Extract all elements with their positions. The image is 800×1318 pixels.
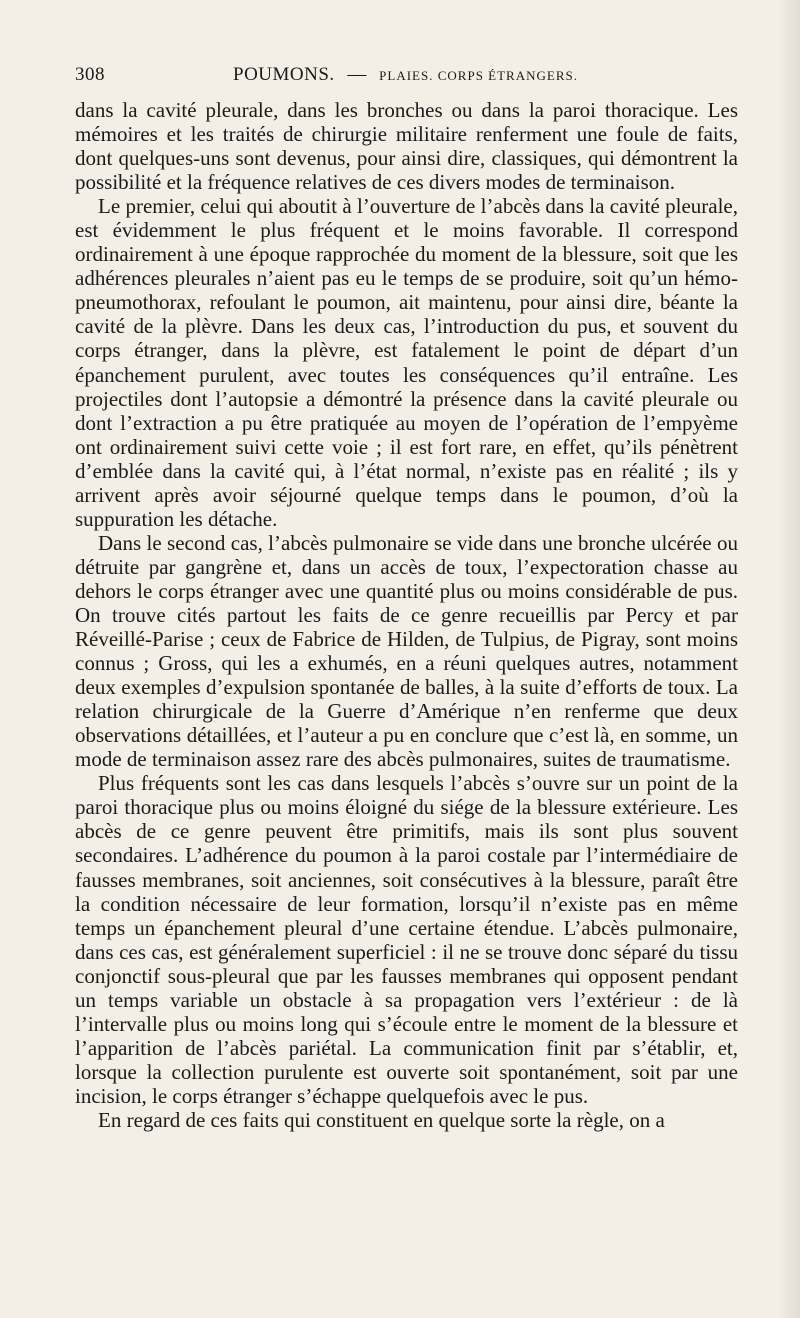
- running-head: [233, 64, 578, 86]
- paragraph: Le premier, celui qui aboutit à l’ouverture de l’abcès dans la cavité pleurale, est évidemment le plus fréquent et le moins favorable. Il correspond ordinairement à une époque rapprochée du moment de la blessure, soit que les adhérences pleurales n’aient pas eu le temps de se produire, soit qu’un hémo-pneumothorax, refoulant le poumon, ait maintenu, pour ainsi dire, béante la cavité de la plèvre. Dans les deux cas, l’introduction du pus, et souvent du corps étranger, dans la plèvre, est fatalement le point de départ d’un épanchement purulent, avec toutes les conséquences qu’il entraîne. Les projectiles dont l’autopsie a démontré la présence dans la cavité pleurale ou dont l’extraction a pu être pratiquée au moyen de l’opération de l’empyème ont ordinairement suivi cette voie ; il est fort rare, en effet, qu’ils pénètrent d’emblée dans la cavité qui, à l’état normal, n’existe pas en réalité ; ils y arrivent après avoir séjourné quelque temps dans le poumon, d’où la suppuration les détache.: [75, 194, 738, 531]
- body-text: [75, 98, 738, 1132]
- running-head-title: POUMONS.: [233, 64, 335, 85]
- paragraph: Dans le second cas, l’abcès pulmonaire se vide dans une bronche ulcérée ou détruite par gangrène et, dans un accès de toux, l’expectoration chasse au dehors le corps étranger avec une quantité plus ou moins considérable de pus. On trouve cités partout les faits de ce genre recueillis par Percy et par Réveillé-Parise ; ceux de Fabrice de Hilden, de Tulpius, de Pigray, sont moins connus ; Gross, qui les a exhumés, en a réuni quelques autres, notamment deux exemples d’expulsion spontanée de balles, à la suite d’efforts de toux. La relation chirurgicale de la Guerre d’Amérique n’en renferme que deux observations détaillées, et l’auteur a pu en conclure que c’est là, en somme, un mode de terminaison assez rare des abcès pulmonaires, suites de traumatisme.: [75, 530, 738, 772]
- page-number: 308: [75, 64, 105, 85]
- paragraph: Plus fréquents sont les cas dans lesquels l’abcès s’ouvre sur un point de la paroi thoracique plus ou moins éloigné du siége de la blessure extérieure. Les abcès de ce genre peuvent être primitifs, mais ils sont plus souvent secondaires. L’adhérence du poumon à la paroi costale par l’intermédiaire de fausses membranes, soit anciennes, soit consécutives à la blessure, paraît être la condition nécessaire de leur formation, lorsqu’il n’existe pas en même temps un épanchement pleural d’une certaine étendue. L’abcès pulmonaire, dans ces cas, est généralement superficiel : il ne se trouve donc séparé du tissu conjonctif sous-pleural que par les fausses membranes qui opposent pendant un temps variable un obstacle à sa propagation vers l’extérieur : de là l’intervalle plus ou moins long qui s’écoule entre le moment de la blessure et l’apparition de l’abcès pariétal. La communication finit par s’établir, et, lorsque la collection purulente est ouverte soit spontanément, soit par une incision, le corps étranger s’échappe quelquefois avec le pus.: [75, 771, 738, 1108]
- paragraph-continued: dans la cavité pleurale, dans les bronches ou dans la paroi thoracique. Les mémoires et les traités de chirurgie militaire renferment une foule de faits, dont quelques-uns sont devenus, pour ainsi dire, classiques, qui démontrent la possibilité et la fréquence relatives de ces divers modes de terminaison.: [75, 98, 738, 195]
- running-head-separator: —: [347, 64, 367, 85]
- running-header: [75, 64, 738, 96]
- running-head-subtitle: PLAIES. CORPS ÉTRANGERS.: [379, 68, 578, 83]
- paragraph: En regard de ces faits qui constituent en quelque sorte la règle, on a: [98, 1107, 665, 1132]
- page-edge-shadow: [778, 0, 800, 1318]
